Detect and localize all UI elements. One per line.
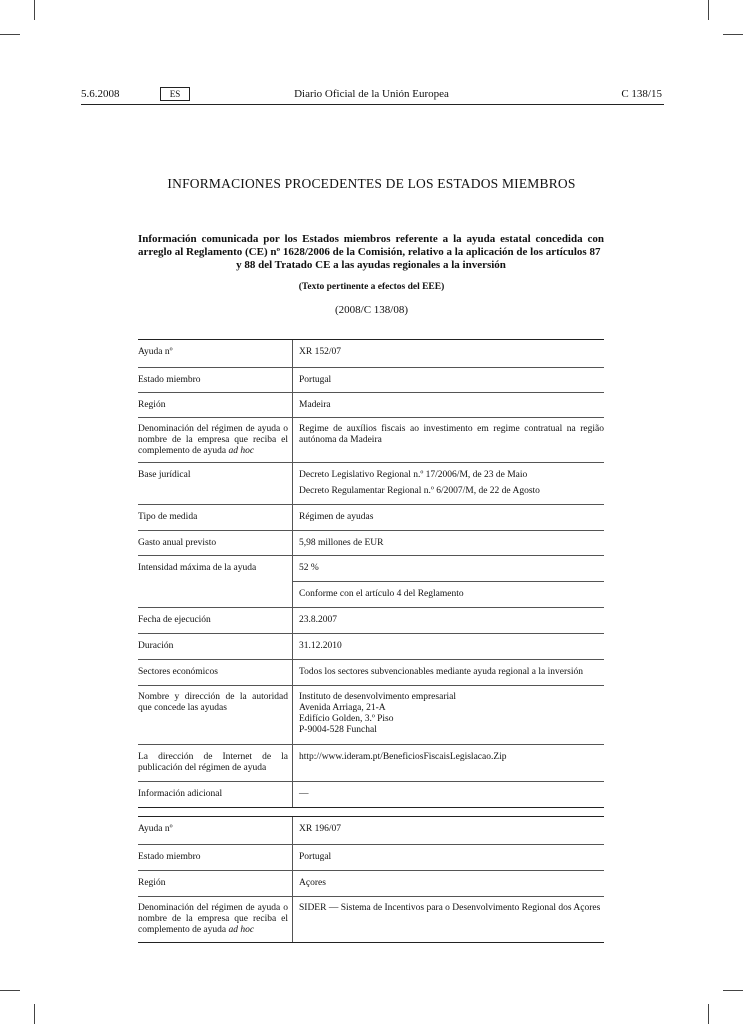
denominacion-label-italic: ad hoc xyxy=(228,446,255,456)
table-row xyxy=(138,745,604,782)
row-label xyxy=(138,897,293,943)
row-value: Portugal xyxy=(293,368,605,393)
row-label: Nombre y dirección de la autoridad que concede las ayudas xyxy=(138,686,293,745)
row-label: Región xyxy=(138,393,293,418)
row-value: 31.12.2010 xyxy=(293,634,605,660)
row-label: Ayuda nº xyxy=(138,817,293,845)
row-value: XR 152/07 xyxy=(293,340,605,368)
document-title-last: y 88 del Tratado CE a las ayudas regionales a la inversión xyxy=(236,259,506,271)
denominacion-label: Denominación del régimen de ayuda o nombre de la empresa que reciba el complemento de ayuda xyxy=(138,424,288,456)
row-label: Estado miembro xyxy=(138,368,293,393)
crop-mark xyxy=(708,0,709,20)
row-label: Información adicional xyxy=(138,782,293,808)
base-juridica-line: Decreto Legislativo Regional n.º 17/2006/M, de 23 de Maio xyxy=(299,470,528,480)
table-row xyxy=(138,845,604,871)
crop-mark xyxy=(0,34,20,35)
document-title-main: Información comunicada por los Estados miembros referente a la ayuda estatal concedida con arreglo al Reglamento (CE) nº 1628/2006 de la Comisión, relativo a la aplicación de los artículos 87 xyxy=(138,233,604,258)
row-value: Conforme con el artículo 4 del Reglamento xyxy=(293,582,605,608)
row-label: Gasto anual previsto xyxy=(138,531,293,556)
autoridad-line: Avenida Arriaga, 21-A xyxy=(299,703,386,713)
autoridad-line: P-9004-528 Funchal xyxy=(299,725,377,735)
autoridad-line: Edifício Golden, 3.º Piso xyxy=(299,714,394,724)
document-title xyxy=(138,233,604,272)
row-value: Régimen de ayudas xyxy=(293,505,605,531)
reference-number: (2008/C 138/08) xyxy=(334,304,409,316)
table-row xyxy=(138,782,604,808)
eee-note: (Texto pertinente a efectos del EEE) xyxy=(298,282,445,292)
row-value: 5,98 millones de EUR xyxy=(293,531,605,556)
row-value: Madeira xyxy=(293,393,605,418)
row-label: Estado miembro xyxy=(138,845,293,871)
row-label: Duración xyxy=(138,634,293,660)
crop-mark xyxy=(723,990,743,991)
table-row xyxy=(138,531,604,556)
table-row xyxy=(138,608,604,634)
aid-table-xr-152 xyxy=(138,339,604,808)
crop-mark xyxy=(723,34,743,35)
row-value: 52 % xyxy=(293,556,605,582)
row-label: Región xyxy=(138,871,293,897)
row-value: 23.8.2007 xyxy=(293,608,605,634)
row-label: Fecha de ejecución xyxy=(138,608,293,634)
row-value: — xyxy=(293,782,605,808)
table-row xyxy=(138,340,604,368)
row-value: Portugal xyxy=(293,845,605,871)
autoridad-line: Instituto de desenvolvimento empresarial xyxy=(299,692,456,702)
table-row xyxy=(138,660,604,686)
row-label: Sectores económicos xyxy=(138,660,293,686)
row-value xyxy=(293,463,605,505)
row-label: La dirección de Internet de la publicación del régimen de ayuda xyxy=(138,745,293,782)
table-row xyxy=(138,418,604,463)
row-value xyxy=(293,686,605,745)
internet-link[interactable]: http://www.ideram.pt/BeneficiosFiscaisLegislacao.Zip xyxy=(293,745,605,782)
table-row xyxy=(138,871,604,897)
table-row xyxy=(138,686,604,745)
header-date: 5.6.2008 xyxy=(81,88,120,100)
row-value: Todos los sectores subvencionables mediante ayuda regional a la inversión xyxy=(293,660,605,686)
denominacion-label-italic: ad hoc xyxy=(228,925,255,935)
table-row xyxy=(138,817,604,845)
row-label: Intensidad máxima de la ayuda xyxy=(138,556,293,608)
row-label: Ayuda nº xyxy=(138,340,293,368)
row-label: Tipo de medida xyxy=(138,505,293,531)
page-number: C 138/15 xyxy=(621,88,662,100)
row-value: Açores xyxy=(293,871,605,897)
row-label: Base jurídical xyxy=(138,463,293,505)
table-row xyxy=(138,634,604,660)
denominacion-label: Denominación del régimen de ayuda o nombre de la empresa que reciba el complemento de ayuda xyxy=(138,903,288,935)
base-juridica-line: Decreto Regulamentar Regional n.º 6/2007/M, de 22 de Agosto xyxy=(299,486,540,496)
table-row xyxy=(138,368,604,393)
crop-mark xyxy=(0,990,20,991)
table-row xyxy=(138,505,604,531)
language-badge: ES xyxy=(160,87,190,101)
table-row xyxy=(138,463,604,505)
crop-mark xyxy=(34,0,35,20)
crop-mark xyxy=(34,1004,35,1024)
table-row xyxy=(138,897,604,943)
journal-title: Diario Oficial de la Unión Europea xyxy=(294,88,449,100)
header-rule xyxy=(81,104,664,105)
row-label xyxy=(138,418,293,463)
table-row xyxy=(138,556,604,582)
table-row xyxy=(138,393,604,418)
crop-mark xyxy=(708,1004,709,1024)
row-value: Regime de auxílios fiscais ao investimento em regime contratual na região autónoma da Madeira xyxy=(293,418,605,463)
section-title: INFORMACIONES PROCEDENTES DE LOS ESTADOS MIEMBROS xyxy=(167,176,576,191)
row-value: XR 196/07 xyxy=(293,817,605,845)
aid-table-xr-196 xyxy=(138,816,604,943)
row-value: SIDER — Sistema de Incentivos para o Desenvolvimento Regional dos Açores xyxy=(293,897,605,943)
